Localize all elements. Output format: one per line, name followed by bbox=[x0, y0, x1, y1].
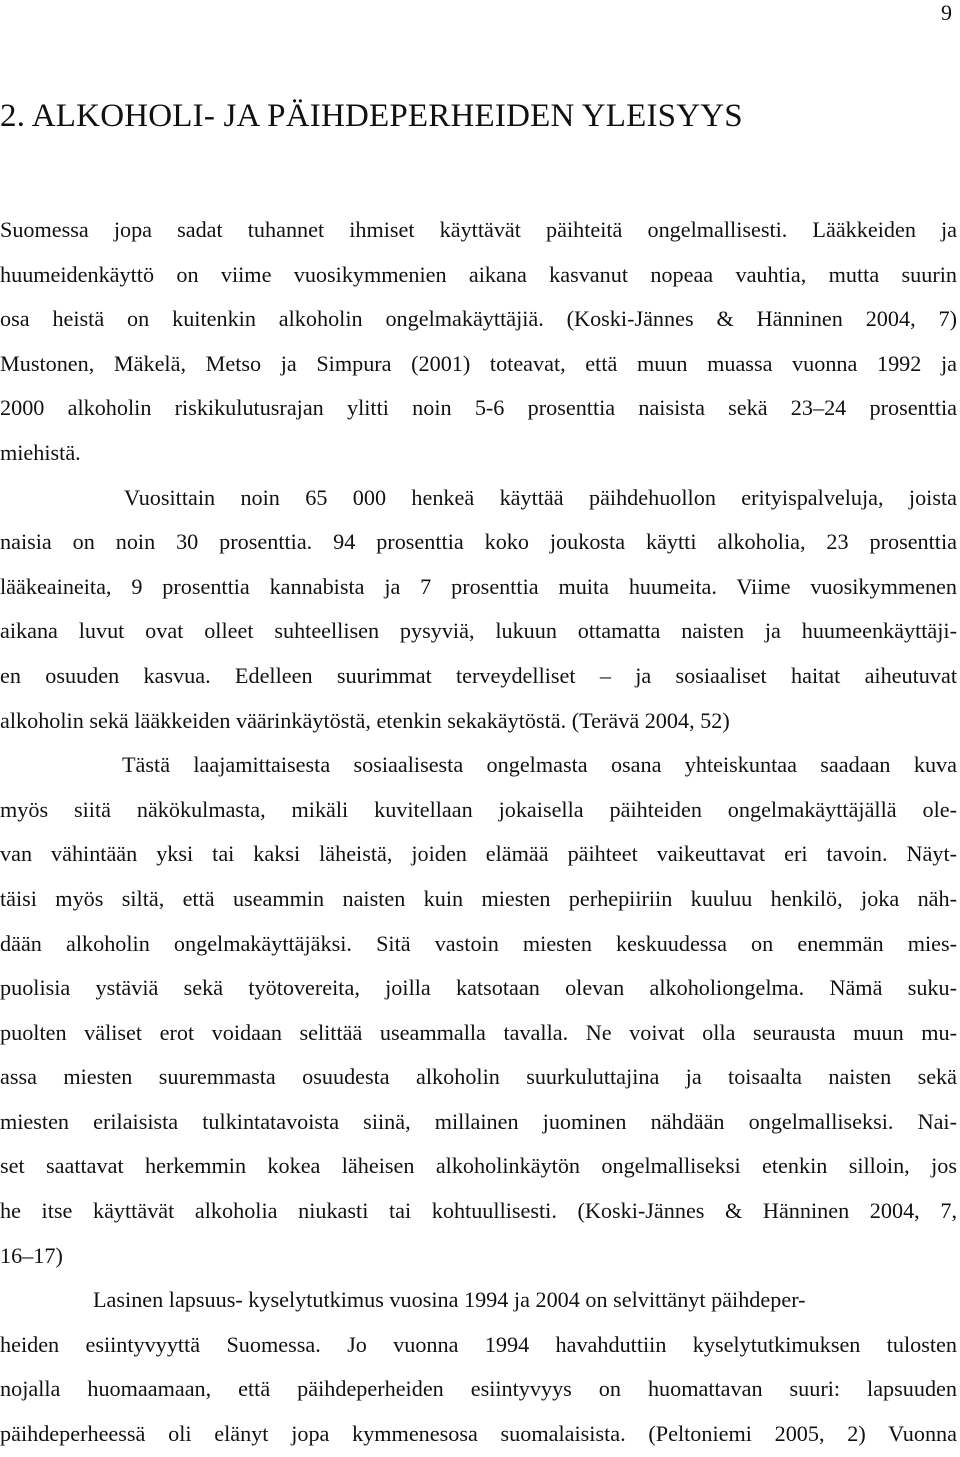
text-line: täisi myös siltä, että useammin naisten kuin miesten perhepiiriin kuuluu henkilö, joka näh- bbox=[0, 885, 957, 911]
text-line: Mustonen, Mäkelä, Metso ja Simpura (2001) toteavat, että muun muassa vuonna 1992 ja bbox=[0, 350, 957, 376]
text-line: 16–17) bbox=[0, 1242, 63, 1268]
text-line: nojalla huomaamaan, että päihdeperheiden esiintyvyys on huomattavan suuri: lapsuuden bbox=[0, 1376, 957, 1402]
text-line: en osuuden kasvua. Edelleen suurimmat terveydelliset – ja sosiaaliset haitat aiheutuvat bbox=[0, 662, 957, 688]
page-number: 9 bbox=[941, 0, 952, 25]
text-line: 2000 alkoholin riskikulutusrajan ylitti noin 5-6 prosenttia naisista sekä 23–24 prosenttia bbox=[0, 395, 957, 421]
text-line: Lasinen lapsuus- kyselytutkimus vuosina 1994 ja 2004 on selvittänyt päihdeper- bbox=[93, 1287, 806, 1313]
text-line: alkoholin sekä lääkkeiden väärinkäytöstä, etenkin sekakäytöstä. (Terävä 2004, 52) bbox=[0, 707, 730, 733]
text-line: osa heistä on kuitenkin alkoholin ongelmakäyttäjiä. (Koski-Jännes & Hänninen 2004, 7) bbox=[0, 306, 957, 332]
text-line: assa miesten suuremmasta osuudesta alkoholin suurkuluttajina ja toisaalta naisten sekä bbox=[0, 1064, 957, 1090]
text-line: he itse käyttävät alkoholia niukasti tai kohtuullisesti. (Koski-Jännes & Hänninen 2004, 7, bbox=[0, 1198, 957, 1224]
text-line: miesten erilaisista tulkintatavoista siinä, millainen juominen nähdään ongelmalliseksi. Nai- bbox=[0, 1108, 957, 1134]
text-line: set saattavat herkemmin kokea läheisen alkoholinkäytön ongelmalliseksi etenkin silloin, jos bbox=[0, 1153, 957, 1179]
text-line: lääkeaineita, 9 prosenttia kannabista ja 7 prosenttia muita huumeita. Viime vuosikymmenen bbox=[0, 573, 957, 599]
body-text bbox=[0, 208, 957, 1457]
text-line: puolten väliset erot voidaan selittää useammalla tavalla. Ne voivat olla seurausta muun mu- bbox=[0, 1019, 957, 1045]
text-line: aikana luvut ovat olleet suhteellisen pysyviä, lukuun ottamatta naisten ja huumeenkäyttäji- bbox=[0, 618, 957, 644]
text-line: heiden esiintyvyyttä Suomessa. Jo vuonna 1994 havahduttiin kyselytutkimuksen tulosten bbox=[0, 1331, 957, 1357]
text-line: puolisia ystäviä sekä työtovereita, joilla katsotaan olevan alkoholiongelma. Nämä suku- bbox=[0, 975, 957, 1001]
text-line: myös siitä näkökulmasta, mikäli kuvitellaan jokaisella päihteiden ongelmakäyttäjällä ole- bbox=[0, 796, 957, 822]
text-line: Tästä laajamittaisesta sosiaalisesta ongelmasta osana yhteiskuntaa saadaan kuva bbox=[122, 752, 957, 778]
text-line: Vuosittain noin 65 000 henkeä käyttää päihdehuollon erityispalveluja, joista bbox=[124, 484, 957, 510]
chapter-heading: 2. ALKOHOLI- JA PÄIHDEPERHEIDEN YLEISYYS bbox=[0, 98, 743, 134]
text-line: dään alkoholin ongelmakäyttäjäksi. Sitä vastoin miesten keskuudessa on enemmän mies- bbox=[0, 930, 957, 956]
text-line: Suomessa jopa sadat tuhannet ihmiset käyttävät päihteitä ongelmallisesti. Lääkkeiden ja bbox=[0, 217, 957, 242]
text-line: päihdeperheessä oli elänyt jopa kymmenesosa suomalaisista. (Peltoniemi 2005, 2) Vuonna bbox=[0, 1421, 957, 1447]
text-line: van vähintään yksi tai kaksi läheistä, joiden elämää päihteet vaikeuttavat eri tavoin. Näyt- bbox=[0, 841, 957, 867]
text-line: naisia on noin 30 prosenttia. 94 prosenttia koko joukosta käytti alkoholia, 23 prosenttia bbox=[0, 529, 957, 555]
text-line: miehistä. bbox=[0, 439, 81, 465]
text-line: huumeidenkäyttö on viime vuosikymmenien aikana kasvanut nopeaa vauhtia, mutta suurin bbox=[0, 261, 957, 287]
